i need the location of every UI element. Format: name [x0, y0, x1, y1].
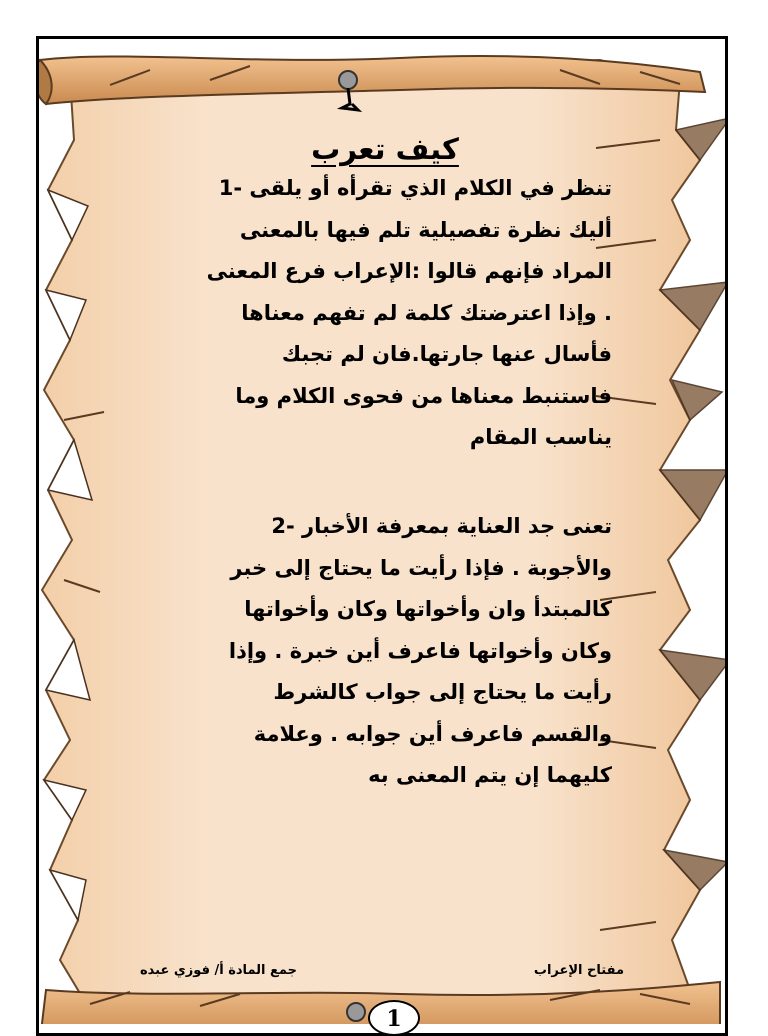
- page-number: 1: [368, 1000, 420, 1036]
- text-line: فاستنبط معناها من فحوى الكلام وما: [235, 383, 612, 408]
- text-line: يناسب المقام: [469, 425, 612, 449]
- text-line: رأيت ما يحتاج إلى جواب كالشرط: [273, 680, 612, 704]
- text-line: . وإذا اعترضتك كلمة لم تفهم معناها: [241, 300, 612, 325]
- text-line: وكان وأخواتها فاعرف أين خبرة . وإذا: [228, 638, 612, 663]
- text-line: أليك نظرة تفصيلية تلم فيها بالمعنى: [239, 217, 612, 242]
- paragraph-1: [160, 168, 612, 459]
- text-line: كليهما إن يتم المعنى به: [368, 763, 612, 787]
- text-line: والأجوبة . فإذا رأيت ما يحتاج إلى خبر: [230, 555, 612, 580]
- text-line: فأسال عنها جارتها.فان لم تجبك: [281, 342, 612, 366]
- text-line: والقسم فاعرف أين جوابه . وعلامة: [253, 721, 612, 746]
- text-line: كالمبتدأ وان وأخواتها وكان وأخواتها: [244, 597, 612, 621]
- paragraph-2: [160, 506, 612, 797]
- text-line: تنظر في الكلام الذي تقرأه أو يلقى -1: [218, 176, 612, 200]
- page-title: كيف تعرب: [311, 132, 459, 166]
- text-line: تعنى جد العناية بمعرفة الأخبار -2: [271, 514, 612, 538]
- text-line: المراد فإنهم قالوا :الإعراب فرع المعنى: [206, 259, 612, 283]
- footer-book-title: مفتاح الإعراب: [533, 963, 624, 978]
- footer-compiler: جمع المادة أ/ فوزي عبده: [140, 963, 297, 978]
